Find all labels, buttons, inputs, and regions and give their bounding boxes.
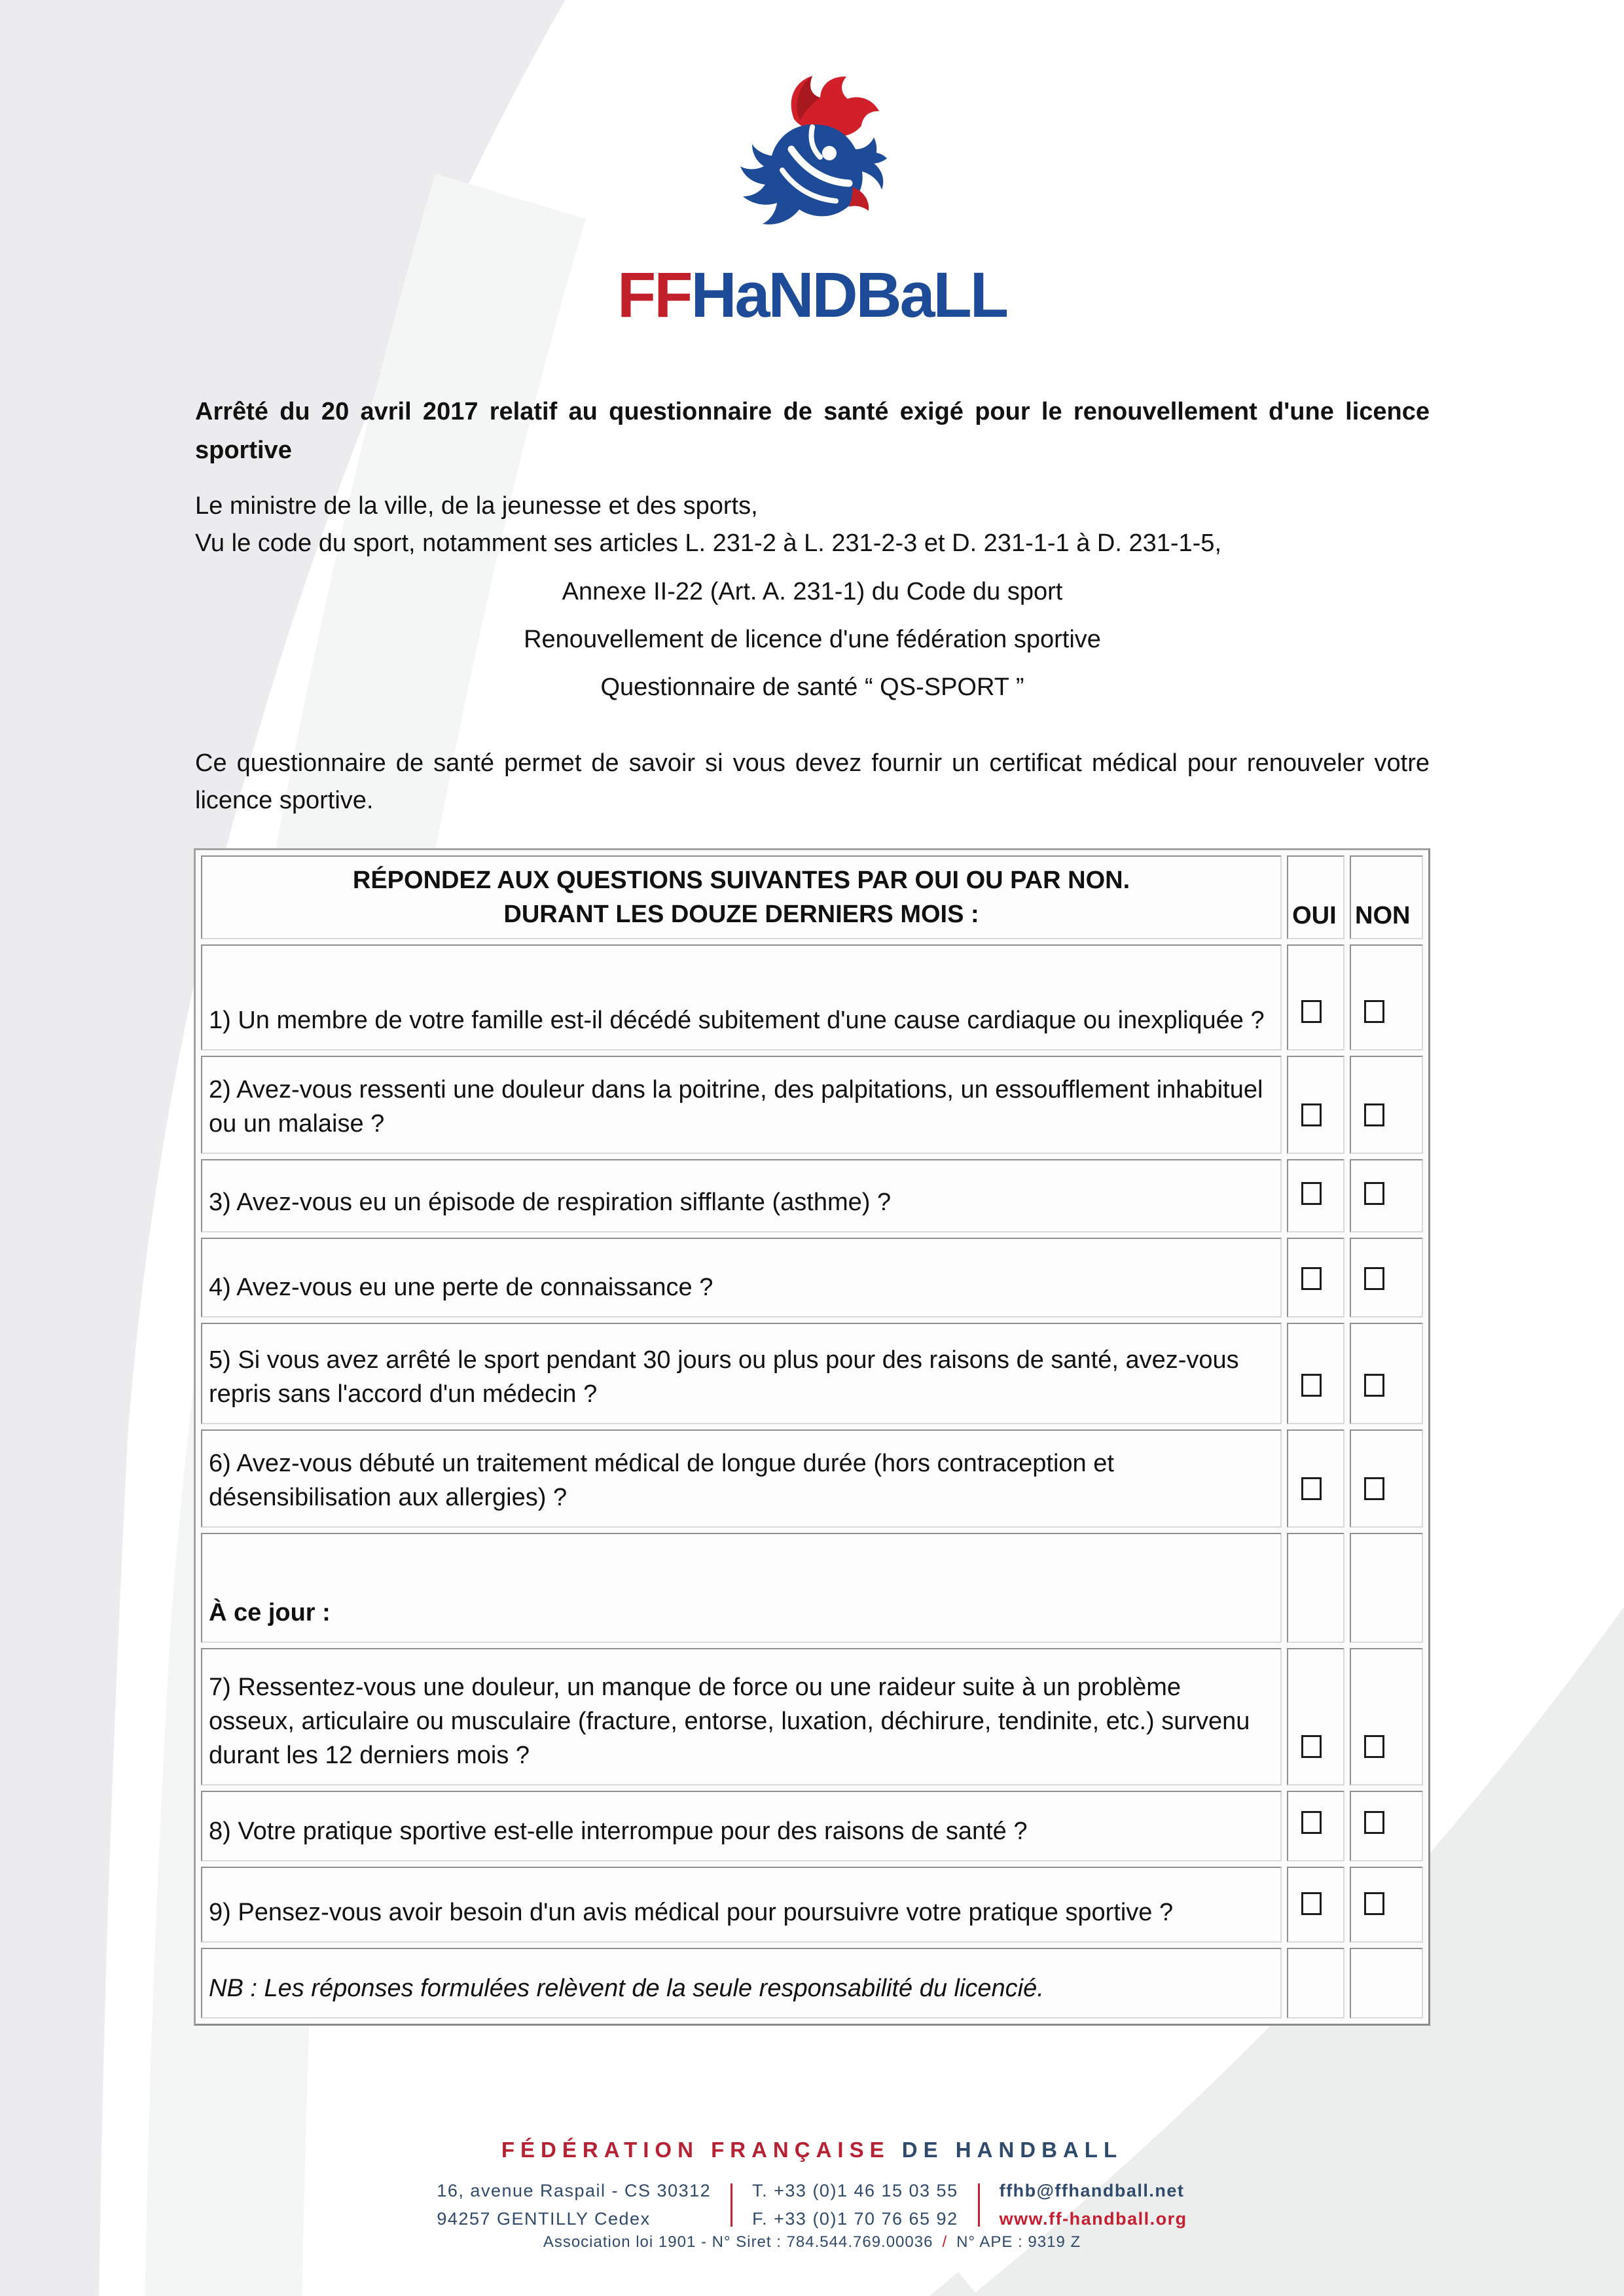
question-cell: 6) Avez-vous débuté un traitement médical de longue durée (hors contraception et désensibilisation aux allergies) ? <box>201 1429 1282 1528</box>
table-row <box>201 1791 1423 1861</box>
checkbox-oui[interactable] <box>1301 1374 1322 1397</box>
checkbox-non[interactable] <box>1364 1892 1384 1915</box>
renouvellement-line: Renouvellement de licence d'une fédération sportive <box>524 626 1101 653</box>
footer-legal-right: N° APE : 9319 Z <box>956 2233 1081 2251</box>
table-row <box>201 1533 1423 1643</box>
footer-legal-line <box>0 2233 1624 2251</box>
ffhandball-wordmark <box>0 259 1624 331</box>
footer-organisation <box>0 2138 1624 2162</box>
table-row <box>201 1323 1423 1424</box>
answer-cell-oui <box>1287 1791 1344 1861</box>
footer-phone-line: T. +33 (0)1 46 15 03 55 <box>752 2181 958 2200</box>
table-header-row <box>201 855 1423 939</box>
questionnaire-table-body <box>201 944 1423 2018</box>
document-title: Arrêté du 20 avril 2017 relatif au questionnaire de santé exigé pour le renouvellement d'une licence sportive <box>195 398 1430 464</box>
questionnaire-table <box>194 848 1430 2026</box>
footer-website-link[interactable]: www.ff-handball.org <box>999 2209 1187 2229</box>
checkbox-oui[interactable] <box>1301 1735 1322 1758</box>
checkbox-non[interactable] <box>1364 1267 1384 1290</box>
table-row <box>201 1056 1423 1154</box>
footer-divider <box>978 2183 980 2227</box>
checkbox-non[interactable] <box>1364 1735 1384 1758</box>
answer-cell-oui <box>1287 1948 1344 2018</box>
answer-cell-non <box>1350 1533 1423 1643</box>
footer-contact-block <box>0 2177 1624 2233</box>
footer-fax-line: F. +33 (0)1 70 76 65 92 <box>752 2209 958 2229</box>
intro-line-2: Vu le code du sport, notamment ses articles L. 231-2 à L. 231-2-3 et D. 231-1-1 à D. 231-1-5, <box>195 529 1222 557</box>
table-row <box>201 1867 1423 1943</box>
answer-cell-non <box>1350 1238 1423 1318</box>
wordmark-handball: HaNDBaLL <box>691 259 1007 331</box>
answer-cell-oui <box>1287 1159 1344 1232</box>
footer-phones <box>752 2177 958 2233</box>
question-cell: À ce jour : <box>201 1533 1282 1643</box>
checkbox-non[interactable] <box>1364 1000 1384 1023</box>
checkbox-oui[interactable] <box>1301 1267 1322 1290</box>
answer-cell-non <box>1350 1056 1423 1154</box>
annexe-line: Annexe II-22 (Art. A. 231-1) du Code du sport <box>562 578 1063 605</box>
table-row <box>201 1429 1423 1528</box>
checkbox-non[interactable] <box>1364 1477 1384 1500</box>
answer-cell-oui <box>1287 944 1344 1050</box>
answer-cell-oui <box>1287 1238 1344 1318</box>
table-row <box>201 1159 1423 1232</box>
question-cell: 8) Votre pratique sportive est-elle interrompue pour des raisons de santé ? <box>201 1791 1282 1861</box>
checkbox-oui[interactable] <box>1301 1103 1322 1126</box>
column-header-non: NON <box>1350 855 1423 939</box>
question-cell: 2) Avez-vous ressenti une douleur dans la poitrine, des palpitations, un essoufflement inhabituel ou un malaise ? <box>201 1056 1282 1154</box>
answer-cell-oui <box>1287 1533 1344 1643</box>
answer-cell-non <box>1350 1791 1423 1861</box>
checkbox-non[interactable] <box>1364 1103 1384 1126</box>
table-row <box>201 1648 1423 1785</box>
answer-cell-oui <box>1287 1867 1344 1943</box>
footer-address <box>437 2177 711 2233</box>
question-cell: 4) Avez-vous eu une perte de connaissance ? <box>201 1238 1282 1318</box>
table-header-question <box>201 855 1282 939</box>
checkbox-non[interactable] <box>1364 1182 1384 1205</box>
footer-web-block <box>1000 2177 1187 2233</box>
footer-legal-slash: / <box>942 2233 948 2251</box>
table-row <box>201 944 1423 1050</box>
question-cell: 9) Pensez-vous avoir besoin d'un avis médical pour poursuivre votre pratique sportive ? <box>201 1867 1282 1943</box>
footer-legal-left: Association loi 1901 - N° Siret : 784.544.769.00036 <box>543 2233 933 2251</box>
footer-divider <box>731 2183 732 2227</box>
footer-org-blue: DE HANDBALL <box>901 2138 1123 2162</box>
table-row <box>201 1238 1423 1318</box>
intro-line-1: Le ministre de la ville, de la jeunesse et des sports, <box>195 492 758 520</box>
checkbox-oui[interactable] <box>1301 1182 1322 1205</box>
question-cell: 1) Un membre de votre famille est-il décédé subitement d'une cause cardiaque ou inexpliquée ? <box>201 944 1282 1050</box>
answer-cell-non <box>1350 1323 1423 1424</box>
checkbox-non[interactable] <box>1364 1811 1384 1834</box>
ffhandball-rooster-icon <box>714 72 911 262</box>
wordmark-ff: FF <box>617 259 691 331</box>
answer-cell-non <box>1350 1867 1423 1943</box>
answer-cell-non <box>1350 1429 1423 1528</box>
checkbox-oui[interactable] <box>1301 1477 1322 1500</box>
ffhandball-logo <box>0 72 1624 331</box>
question-cell: 5) Si vous avez arrêté le sport pendant 30 jours ou plus pour des raisons de santé, avez-vous repris sans l'accord d'un médecin ? <box>201 1323 1282 1424</box>
question-cell: 3) Avez-vous eu un épisode de respiration sifflante (asthme) ? <box>201 1159 1282 1232</box>
questionnaire-line: Questionnaire de santé “ QS-SPORT ” <box>600 673 1024 701</box>
answer-cell-oui <box>1287 1056 1344 1154</box>
checkbox-non[interactable] <box>1364 1374 1384 1397</box>
answer-cell-non <box>1350 1648 1423 1785</box>
answer-cell-non <box>1350 1948 1423 2018</box>
checkbox-oui[interactable] <box>1301 1811 1322 1834</box>
footer-org-red: FÉDÉRATION FRANÇAISE <box>501 2138 890 2162</box>
checkbox-oui[interactable] <box>1301 1892 1322 1915</box>
answer-cell-oui <box>1287 1648 1344 1785</box>
table-header-line-1: RÉPONDEZ AUX QUESTIONS SUIVANTES PAR OUI OU PAR NON. <box>352 867 1130 894</box>
answer-cell-non <box>1350 944 1423 1050</box>
question-cell: NB : Les réponses formulées relèvent de la seule responsabilité du licencié. <box>201 1948 1282 2018</box>
table-header-line-2: DURANT LES DOUZE DERNIERS MOIS : <box>503 901 979 928</box>
column-header-oui: OUI <box>1287 855 1344 939</box>
footer-address-line-2: 94257 GENTILLY Cedex <box>437 2209 651 2229</box>
answer-cell-non <box>1350 1159 1423 1232</box>
answer-cell-oui <box>1287 1429 1344 1528</box>
table-row <box>201 1948 1423 2018</box>
question-cell: 7) Ressentez-vous une douleur, un manque de force ou une raideur suite à un problème osseux, articulaire ou musculaire (fracture, entorse, luxation, déchirure, tendinite, etc.) survenu durant les 12 derniers mois ? <box>201 1648 1282 1785</box>
footer-email-link[interactable]: ffhb@ffhandball.net <box>999 2181 1185 2200</box>
intro-paragraph <box>195 488 1430 562</box>
footer-address-line-1: 16, avenue Raspail - CS 30312 <box>437 2181 712 2200</box>
checkbox-oui[interactable] <box>1301 1000 1322 1023</box>
lead-paragraph: Ce questionnaire de santé permet de savoir si vous devez fournir un certificat médical pour renouveler votre licence sportive. <box>195 749 1430 814</box>
answer-cell-oui <box>1287 1323 1344 1424</box>
